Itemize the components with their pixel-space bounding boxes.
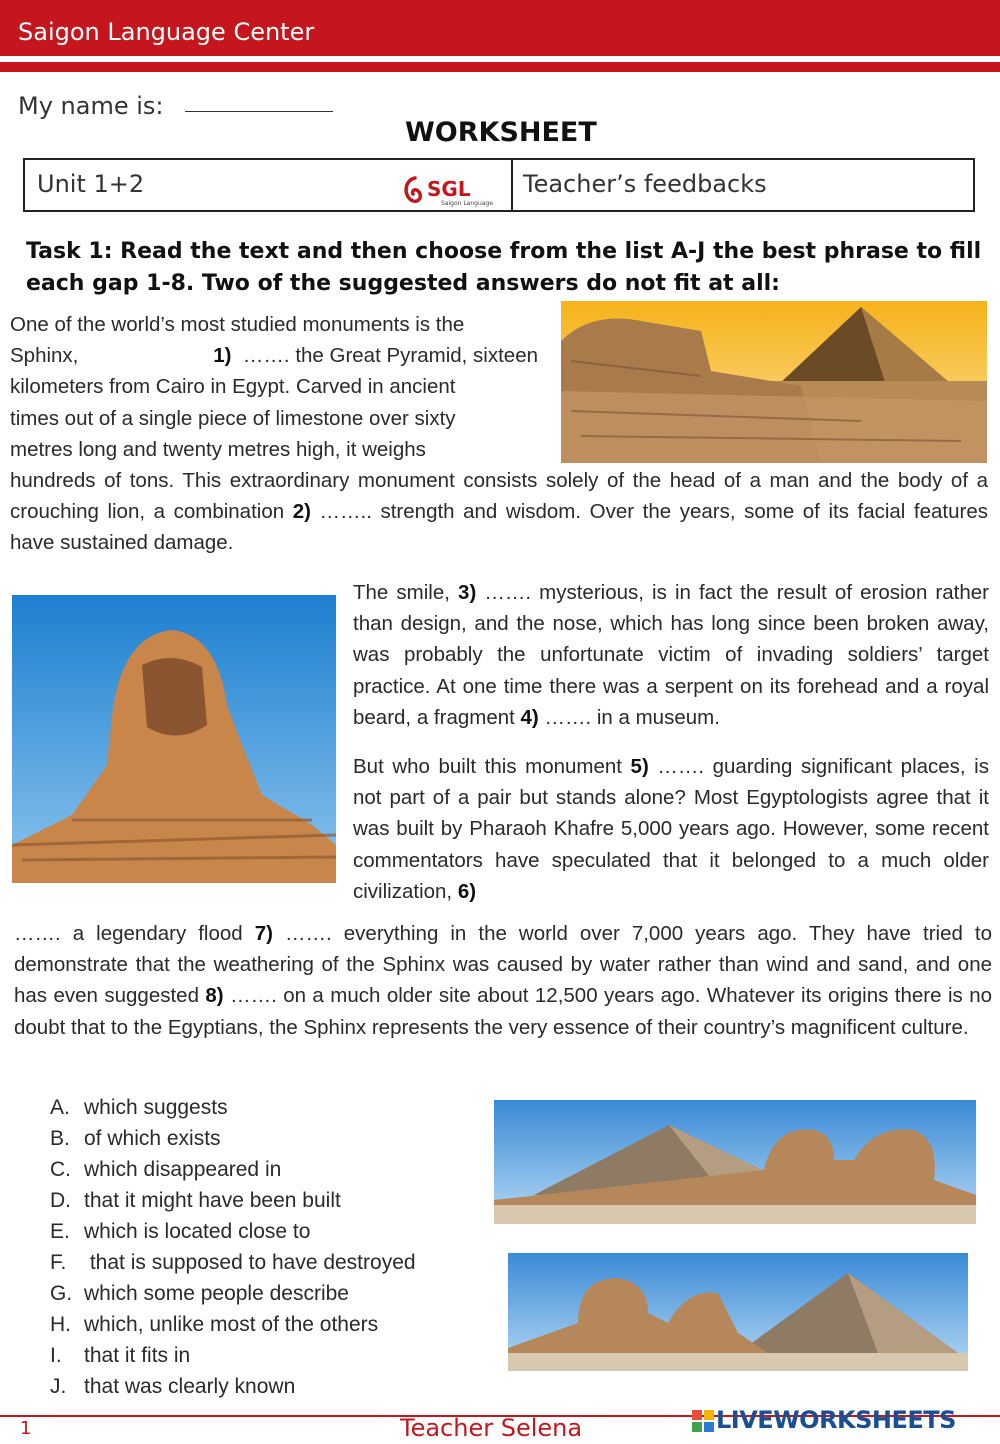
passage-paragraph-4 — [14, 918, 992, 1043]
header-divider — [0, 62, 1000, 72]
name-input-line[interactable] — [185, 111, 333, 112]
logo-text: SGL — [427, 177, 471, 201]
passage-paragraph-3 — [353, 751, 989, 907]
unit-box — [23, 158, 975, 212]
option-c: C. which disappeared in — [50, 1158, 282, 1181]
option-j: J. that was clearly known — [50, 1375, 296, 1398]
unit-box-divider — [511, 160, 513, 210]
pyramid-sphinx-photo-2 — [494, 1100, 976, 1224]
passage-line: metres long and twenty metres high, it weighs — [10, 437, 426, 461]
passage-paragraph-1-cont — [10, 465, 988, 559]
option-d: D. that it might have been built — [50, 1189, 341, 1212]
passage-text: ……. mysterious, is in fact the result of erosion rather than design, and the nose, which has long since been broken away, was probably the unfortunate victim of invading soldiers’ target practice. At one time there was a serpent on its forehead and a royal beard, a fragment — [353, 581, 989, 729]
passage-paragraph-1 — [10, 309, 538, 465]
sgl-logo-icon — [401, 172, 511, 208]
sphinx-pyramid-photo-3 — [508, 1253, 968, 1371]
passage-word: Sphinx, — [10, 344, 79, 368]
teacher-name: Teacher Selena — [400, 1414, 583, 1442]
gap-4-number: 4) — [520, 705, 539, 729]
header-bar — [0, 0, 1000, 56]
gap-3-number: 3) — [458, 581, 477, 604]
passage-text: ……. on a much older site about 12,500 years ago. Whatever its origins there is no doubt that to the Egyptians, the Sphinx represents the very essence of their country’s magnificent culture. — [14, 984, 992, 1039]
worksheet-title: WORKSHEET — [405, 117, 597, 148]
passage-text: The smile, — [353, 581, 450, 604]
task-instruction: Task 1: Read the text and then choose from the list A-J the best phrase to fill each gap 1-8. Two of the suggested answers do not fit at all: — [26, 239, 982, 296]
passage-line — [10, 340, 538, 371]
logo-subtext: Saigon Language — [441, 200, 493, 207]
gap-8-number: 8) — [205, 984, 224, 1008]
gap-1-number: 1) — [213, 344, 232, 368]
option-g: G. which some people describe — [50, 1282, 349, 1305]
passage-paragraph-2 — [353, 577, 989, 733]
passage-text: …….. strength and wisdom. Over the years, some of its facial features have sustained damage. — [10, 500, 989, 555]
option-f: F. that is supposed to have destroyed — [50, 1251, 416, 1274]
passage-line: kilometers from Cairo in Egypt. Carved in ancient — [10, 375, 456, 399]
option-a: A. which suggests — [50, 1096, 228, 1119]
answer-options-list — [50, 1092, 416, 1402]
liveworksheets-logo[interactable] — [692, 1406, 992, 1436]
page-number: 1 — [20, 1418, 32, 1439]
liveworksheets-wordmark: LIVEWORKSHEETS — [716, 1406, 956, 1434]
feedback-label: Teacher’s feedbacks — [523, 170, 767, 198]
liveworksheets-blocks-icon — [692, 1410, 714, 1432]
gap-7-number: 7) — [254, 922, 273, 945]
passage-text: ……. guarding significant places, is not part of a pair but stands alone? Most Egyptologists agree that it was built by Pharaoh Khafre 5,000 years ago. However, some recent commentators have speculated that it belonged to a much older civilization, — [353, 755, 989, 903]
gap-1-text: ……. the Great Pyramid, sixteen — [242, 344, 538, 368]
passage-text: ……. everything in the world over 7,000 years ago. They have tried to demonstrate that the weathering of the Sphinx was caused by water rather than wind and sand, and one has even suggested — [14, 922, 993, 1008]
option-h: H. which, unlike most of the others — [50, 1313, 379, 1336]
pyramid-sphinx-photo — [561, 301, 987, 463]
option-b: B. of which exists — [50, 1127, 221, 1150]
center-name: Saigon Language Center — [18, 18, 315, 46]
gap-6-number: 6) — [457, 879, 477, 903]
passage-text: ……. a legendary flood — [14, 922, 243, 945]
sphinx-head-photo — [12, 595, 336, 883]
gap-2-number: 2) — [292, 500, 311, 524]
passage-text: But who built this monument — [353, 755, 622, 778]
gap-5-number: 5) — [630, 755, 649, 778]
option-i: I. that it fits in — [50, 1344, 191, 1367]
name-label: My name is: — [18, 92, 164, 120]
passage-line: One of the world’s most studied monuments is the — [10, 313, 465, 336]
passage-line: times out of a single piece of limestone over sixty — [10, 406, 456, 430]
passage-text: ……. in a museum. — [544, 705, 720, 729]
unit-label: Unit 1+2 — [37, 170, 145, 198]
option-e: E. which is located close to — [50, 1220, 311, 1243]
passage-text: hundreds of tons. This extraordinary monument consists solely of the head of a man and the body of a crouching lion, a combination — [10, 469, 988, 524]
